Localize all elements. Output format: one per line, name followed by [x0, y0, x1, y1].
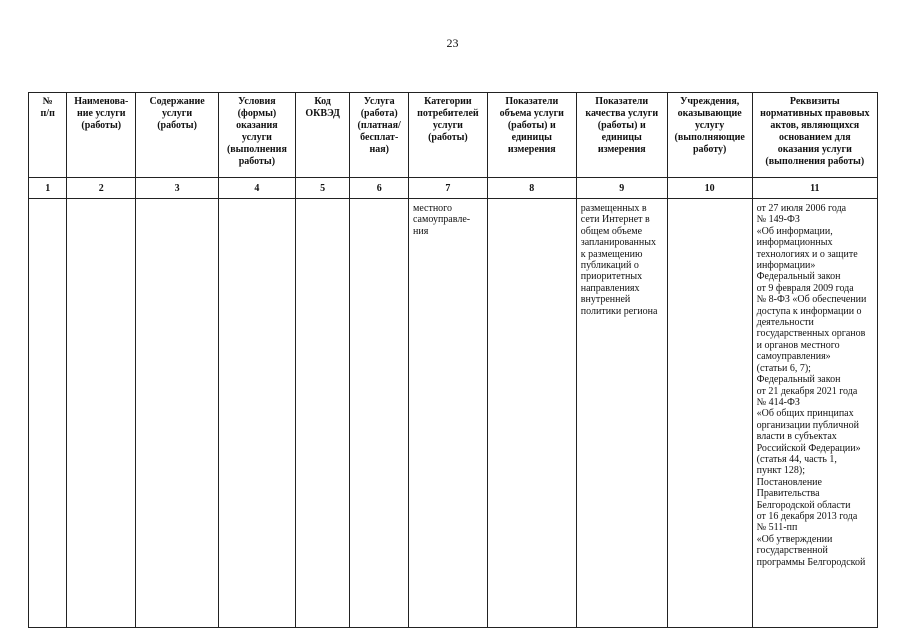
table-row	[29, 199, 878, 628]
column-number-cell: 11	[752, 178, 877, 199]
column-number-cell: 7	[409, 178, 488, 199]
column-number-cell: 1	[29, 178, 67, 199]
header-cell-consumer-categories: Категории потребителей услуги (работы)	[409, 93, 488, 178]
column-number-cell: 2	[67, 178, 136, 199]
header-cell-institutions: Учреждения, оказывающие услугу (выполняющие работу)	[667, 93, 752, 178]
cell-okved-code	[295, 199, 350, 628]
header-cell-service-content: Содержание услуги (работы)	[136, 93, 219, 178]
header-row	[29, 93, 878, 178]
header-cell-paid-free: Услуга (работа) (платная/ бесплат- ная)	[350, 93, 409, 178]
cell-legal-acts: от 27 июля 2006 года № 149-ФЗ «Об информации, информационных технологиях и о защите информации» Федеральный закон от 9 февраля 2009 года № 8-ФЗ «Об обеспечении доступа к информации о деятельности государственных органов и органов местного самоуправления» (статьи 6, 7); Федеральный закон от 21 декабря 2021 года № 414-ФЗ «Об общих принципах организации публичной власти в субъектах Российской Федерации» (статья 44, часть 1, пункт 128); Постановление Правительства Белгородской области от 16 декабря 2013 года № 511-пп «Об утверждении государственной программы Белгородской	[752, 199, 877, 628]
column-number-cell: 4	[219, 178, 296, 199]
page-number: 23	[446, 36, 459, 50]
cell-service-name	[67, 199, 136, 628]
header-cell-service-name: Наименова- ние услуги (работы)	[67, 93, 136, 178]
column-number-cell: 5	[295, 178, 350, 199]
cell-service-content	[136, 199, 219, 628]
services-registry-table	[28, 92, 878, 628]
header-cell-conditions: Условия (формы) оказания услуги (выполнения работы)	[219, 93, 296, 178]
cell-institutions	[667, 199, 752, 628]
column-number-cell: 10	[667, 178, 752, 199]
column-number-cell: 9	[576, 178, 667, 199]
cell-conditions	[219, 199, 296, 628]
column-number-cell: 6	[350, 178, 409, 199]
header-cell-volume-indicators: Показатели объема услуги (работы) и единицы измерения	[487, 93, 576, 178]
header-cell-quality-indicators: Показатели качества услуги (работы) и единицы измерения	[576, 93, 667, 178]
cell-paid-free	[350, 199, 409, 628]
cell-quality-indicators: размещенных в сети Интернет в общем объеме запланированных к размещению публикаций о приоритетных направлениях внутренней политики региона	[576, 199, 667, 628]
header-cell-number: № п/п	[29, 93, 67, 178]
column-number-cell: 3	[136, 178, 219, 199]
column-number-cell: 8	[487, 178, 576, 199]
cell-number	[29, 199, 67, 628]
header-cell-legal-acts: Реквизиты нормативных правовых актов, являющихся основанием для оказания услуги (выполнения работы)	[752, 93, 877, 178]
cell-volume-indicators	[487, 199, 576, 628]
cell-consumer-categories: местного самоуправле- ния	[409, 199, 488, 628]
column-number-row	[29, 178, 878, 199]
header-cell-okved-code: Код ОКВЭД	[295, 93, 350, 178]
